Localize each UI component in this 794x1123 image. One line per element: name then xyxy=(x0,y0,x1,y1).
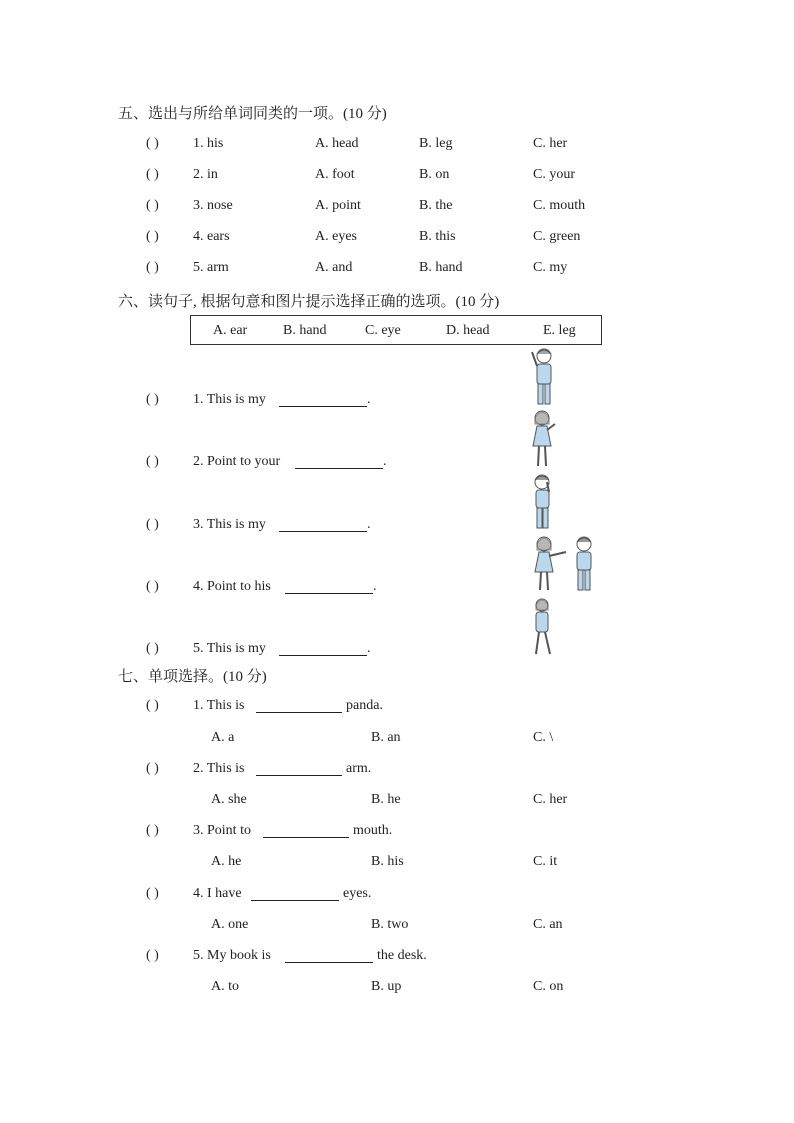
sentence-end: panda. xyxy=(346,698,383,713)
sentence-start: 2. Point to your xyxy=(193,454,281,469)
option-a: A. one xyxy=(211,917,249,932)
sentence-end: . xyxy=(373,579,377,594)
option-b: B. on xyxy=(419,167,450,182)
answer-paren[interactable]: ( ) xyxy=(146,260,159,275)
fill-blank[interactable] xyxy=(256,699,342,713)
sentence-start: 1. This is my xyxy=(193,392,266,407)
sentence-start: 5. My book is xyxy=(193,948,271,963)
option-c: C. her xyxy=(533,136,568,151)
option-c: C. your xyxy=(533,167,575,182)
question-word: 1. his xyxy=(193,136,224,151)
sentence-start: 4. I have xyxy=(193,886,242,901)
answer-paren[interactable]: ( ) xyxy=(146,198,159,213)
question-word: 5. arm xyxy=(193,260,229,275)
fill-blank[interactable] xyxy=(263,824,349,838)
sentence-end: eyes. xyxy=(343,886,372,901)
option-b: B. leg xyxy=(419,136,453,151)
answer-paren[interactable]: ( ) xyxy=(146,698,159,713)
sentence-end: . xyxy=(383,454,387,469)
option-a: A. eyes xyxy=(315,229,357,244)
answer-paren[interactable]: ( ) xyxy=(146,948,159,963)
option-choice: D. head xyxy=(446,323,490,338)
option-b: B. an xyxy=(371,730,401,745)
options-box xyxy=(190,315,602,345)
option-b: B. up xyxy=(371,979,402,994)
fill-blank[interactable] xyxy=(279,642,367,656)
option-b: B. he xyxy=(371,792,401,807)
answer-paren[interactable]: ( ) xyxy=(146,886,159,901)
answer-paren[interactable]: ( ) xyxy=(146,454,159,469)
option-c: C. on xyxy=(533,979,564,994)
sentence-end: . xyxy=(367,392,371,407)
option-b: B. hand xyxy=(419,260,463,275)
sentence-end: . xyxy=(367,641,371,656)
fill-blank[interactable] xyxy=(285,580,373,594)
option-c: C. my xyxy=(533,260,568,275)
section6-heading: 六、读句子, 根据句意和图片提示选择正确的选项。(10 分) xyxy=(118,294,500,310)
fill-blank[interactable] xyxy=(256,762,342,776)
question-word: 4. ears xyxy=(193,229,230,244)
option-c: C. it xyxy=(533,854,558,869)
sentence-end: . xyxy=(367,517,371,532)
sentence-start: 3. Point to xyxy=(193,823,251,838)
option-b: B. his xyxy=(371,854,404,869)
answer-paren[interactable]: ( ) xyxy=(146,641,159,656)
answer-paren[interactable]: ( ) xyxy=(146,136,159,151)
answer-paren[interactable]: ( ) xyxy=(146,167,159,182)
option-a: A. to xyxy=(211,979,239,994)
answer-paren[interactable]: ( ) xyxy=(146,761,159,776)
girl-and-boy-pointing-illustration xyxy=(530,534,600,594)
girl-standing-leg-illustration xyxy=(530,596,558,658)
answer-paren[interactable]: ( ) xyxy=(146,579,159,594)
section5-heading: 五、选出与所给单词同类的一项。(10 分) xyxy=(118,106,387,122)
option-a: A. foot xyxy=(315,167,355,182)
option-choice: E. leg xyxy=(543,323,576,338)
option-a: A. a xyxy=(211,730,235,745)
question-word: 2. in xyxy=(193,167,218,182)
option-c: C. \ xyxy=(533,730,554,745)
option-b: B. the xyxy=(419,198,453,213)
option-c: C. an xyxy=(533,917,563,932)
fill-blank[interactable] xyxy=(285,949,373,963)
option-c: C. her xyxy=(533,792,568,807)
option-a: A. head xyxy=(315,136,359,151)
option-a: A. and xyxy=(315,260,353,275)
answer-paren[interactable]: ( ) xyxy=(146,517,159,532)
option-b: B. two xyxy=(371,917,409,932)
sentence-start: 4. Point to his xyxy=(193,579,271,594)
sentence-start: 5. This is my xyxy=(193,641,266,656)
option-a: A. point xyxy=(315,198,361,213)
boy-pointing-eye-illustration xyxy=(528,472,558,532)
option-choice: C. eye xyxy=(365,323,401,338)
fill-blank[interactable] xyxy=(251,887,339,901)
option-choice: A. ear xyxy=(213,323,248,338)
option-a: A. she xyxy=(211,792,247,807)
sentence-end: mouth. xyxy=(353,823,393,838)
section7-heading: 七、单项选择。(10 分) xyxy=(118,669,267,685)
fill-blank[interactable] xyxy=(295,455,383,469)
girl-waving-hand-illustration xyxy=(528,408,560,470)
option-c: C. mouth xyxy=(533,198,586,213)
fill-blank[interactable] xyxy=(279,393,367,407)
sentence-start: 1. This is xyxy=(193,698,245,713)
sentence-end: arm. xyxy=(346,761,372,776)
question-word: 3. nose xyxy=(193,198,233,213)
sentence-start: 2. This is xyxy=(193,761,245,776)
answer-paren[interactable]: ( ) xyxy=(146,392,159,407)
sentence-end: the desk. xyxy=(377,948,427,963)
answer-paren[interactable]: ( ) xyxy=(146,229,159,244)
option-a: A. he xyxy=(211,854,242,869)
option-b: B. this xyxy=(419,229,456,244)
option-c: C. green xyxy=(533,229,581,244)
boy-pointing-head-illustration xyxy=(524,346,560,408)
fill-blank[interactable] xyxy=(279,518,367,532)
answer-paren[interactable]: ( ) xyxy=(146,823,159,838)
sentence-start: 3. This is my xyxy=(193,517,266,532)
option-choice: B. hand xyxy=(283,323,327,338)
